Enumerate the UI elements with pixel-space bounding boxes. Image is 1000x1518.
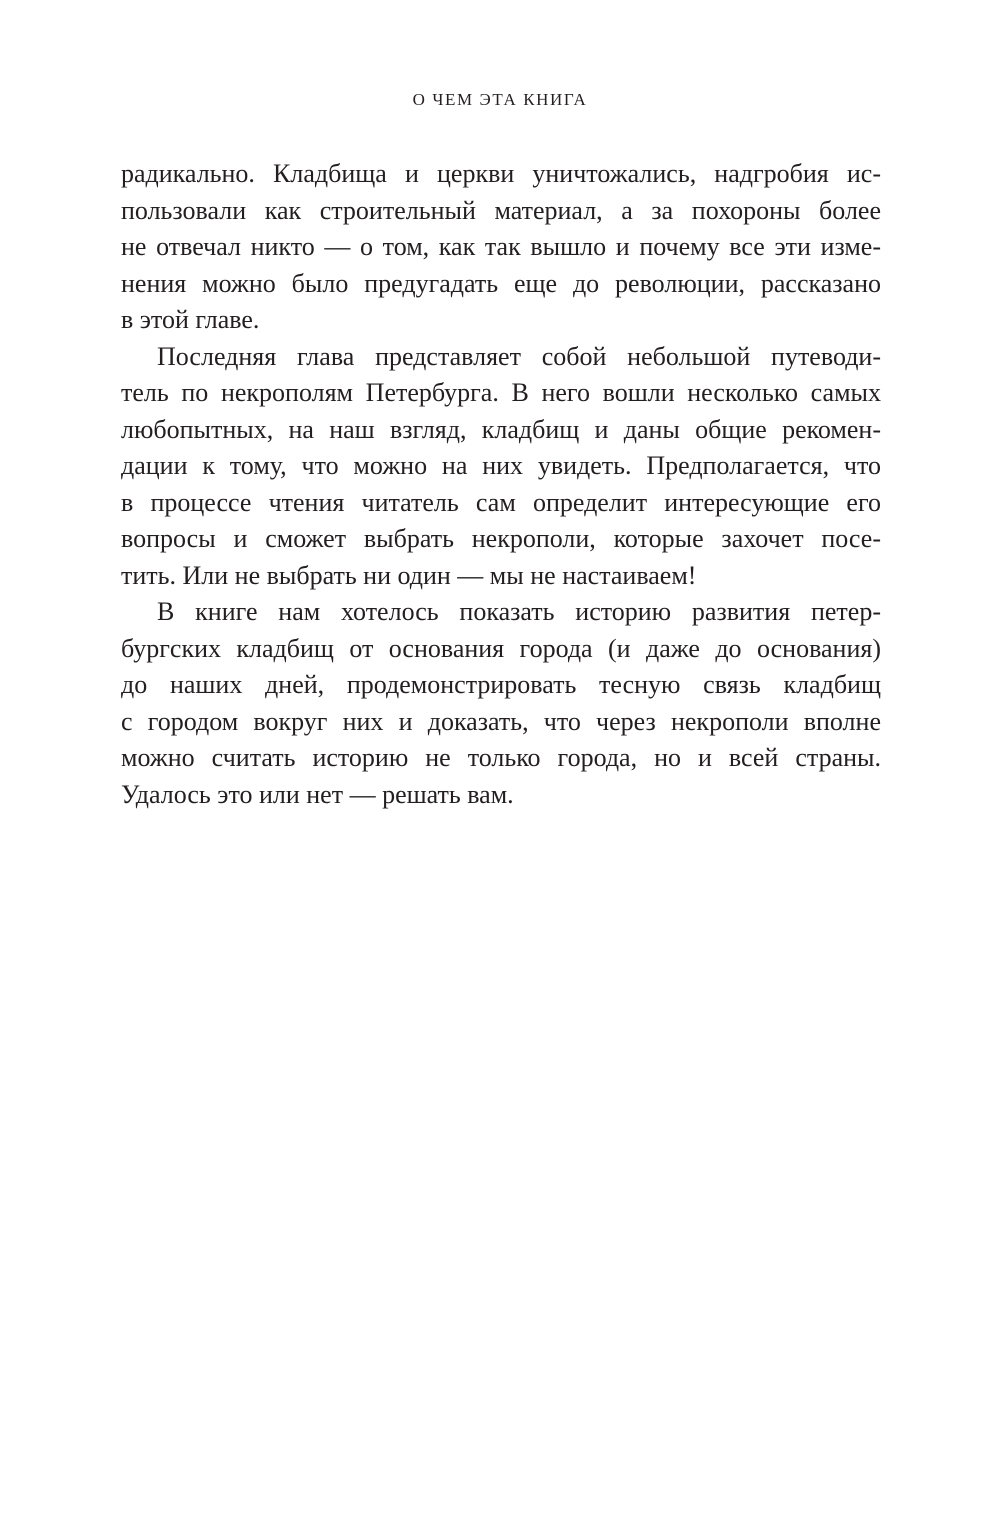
text-line: в этой главе. bbox=[121, 305, 260, 334]
text-line: бургских кладбищ от основания города (и даже до основания) bbox=[121, 633, 881, 663]
text-line: тить. Или не выбрать ни один — мы не настаиваем! bbox=[121, 560, 697, 590]
text-line: не отвечал никто — о том, как так вышло и почему все эти изме- bbox=[121, 232, 881, 261]
text-line: пользовали как строительный материал, а за похороны более bbox=[121, 195, 881, 225]
paragraph-1 bbox=[121, 156, 881, 339]
running-head: О ЧЕМ ЭТА КНИГА bbox=[412, 90, 588, 109]
text-line: нения можно было предугадать еще до революции, рассказано bbox=[121, 268, 881, 298]
text-line: в процессе чтения читатель сам определит интересующие его bbox=[121, 487, 881, 517]
text-line: до наших дней, продемонстрировать тесную связь кладбищ bbox=[121, 670, 881, 699]
text-line: Последняя глава представляет собой небольшой путеводи- bbox=[157, 341, 881, 371]
text-line: В книге нам хотелось показать историю развития петер- bbox=[157, 597, 881, 626]
text-line: вопросы и сможет выбрать некрополи, которые захочет посе- bbox=[121, 524, 881, 553]
body-text bbox=[121, 156, 881, 813]
text-line: Удалось это или нет — решать вам. bbox=[121, 779, 514, 809]
text-line: дации к тому, что можно на них увидеть. Предполагается, что bbox=[121, 451, 881, 480]
text-line: радикально. Кладбища и церкви уничтожались, надгробия ис- bbox=[121, 159, 881, 188]
paragraph-3 bbox=[121, 594, 881, 813]
text-line: любопытных, на наш взгляд, кладбищ и даны общие рекомен- bbox=[121, 414, 881, 444]
text-line: с городом вокруг них и доказать, что через некрополи вполне bbox=[121, 706, 881, 736]
paragraph-2 bbox=[121, 339, 881, 595]
text-line: можно считать историю не только города, но и всей страны. bbox=[121, 743, 881, 772]
text-line: тель по некрополям Петербурга. В него вошли несколько самых bbox=[121, 378, 881, 407]
